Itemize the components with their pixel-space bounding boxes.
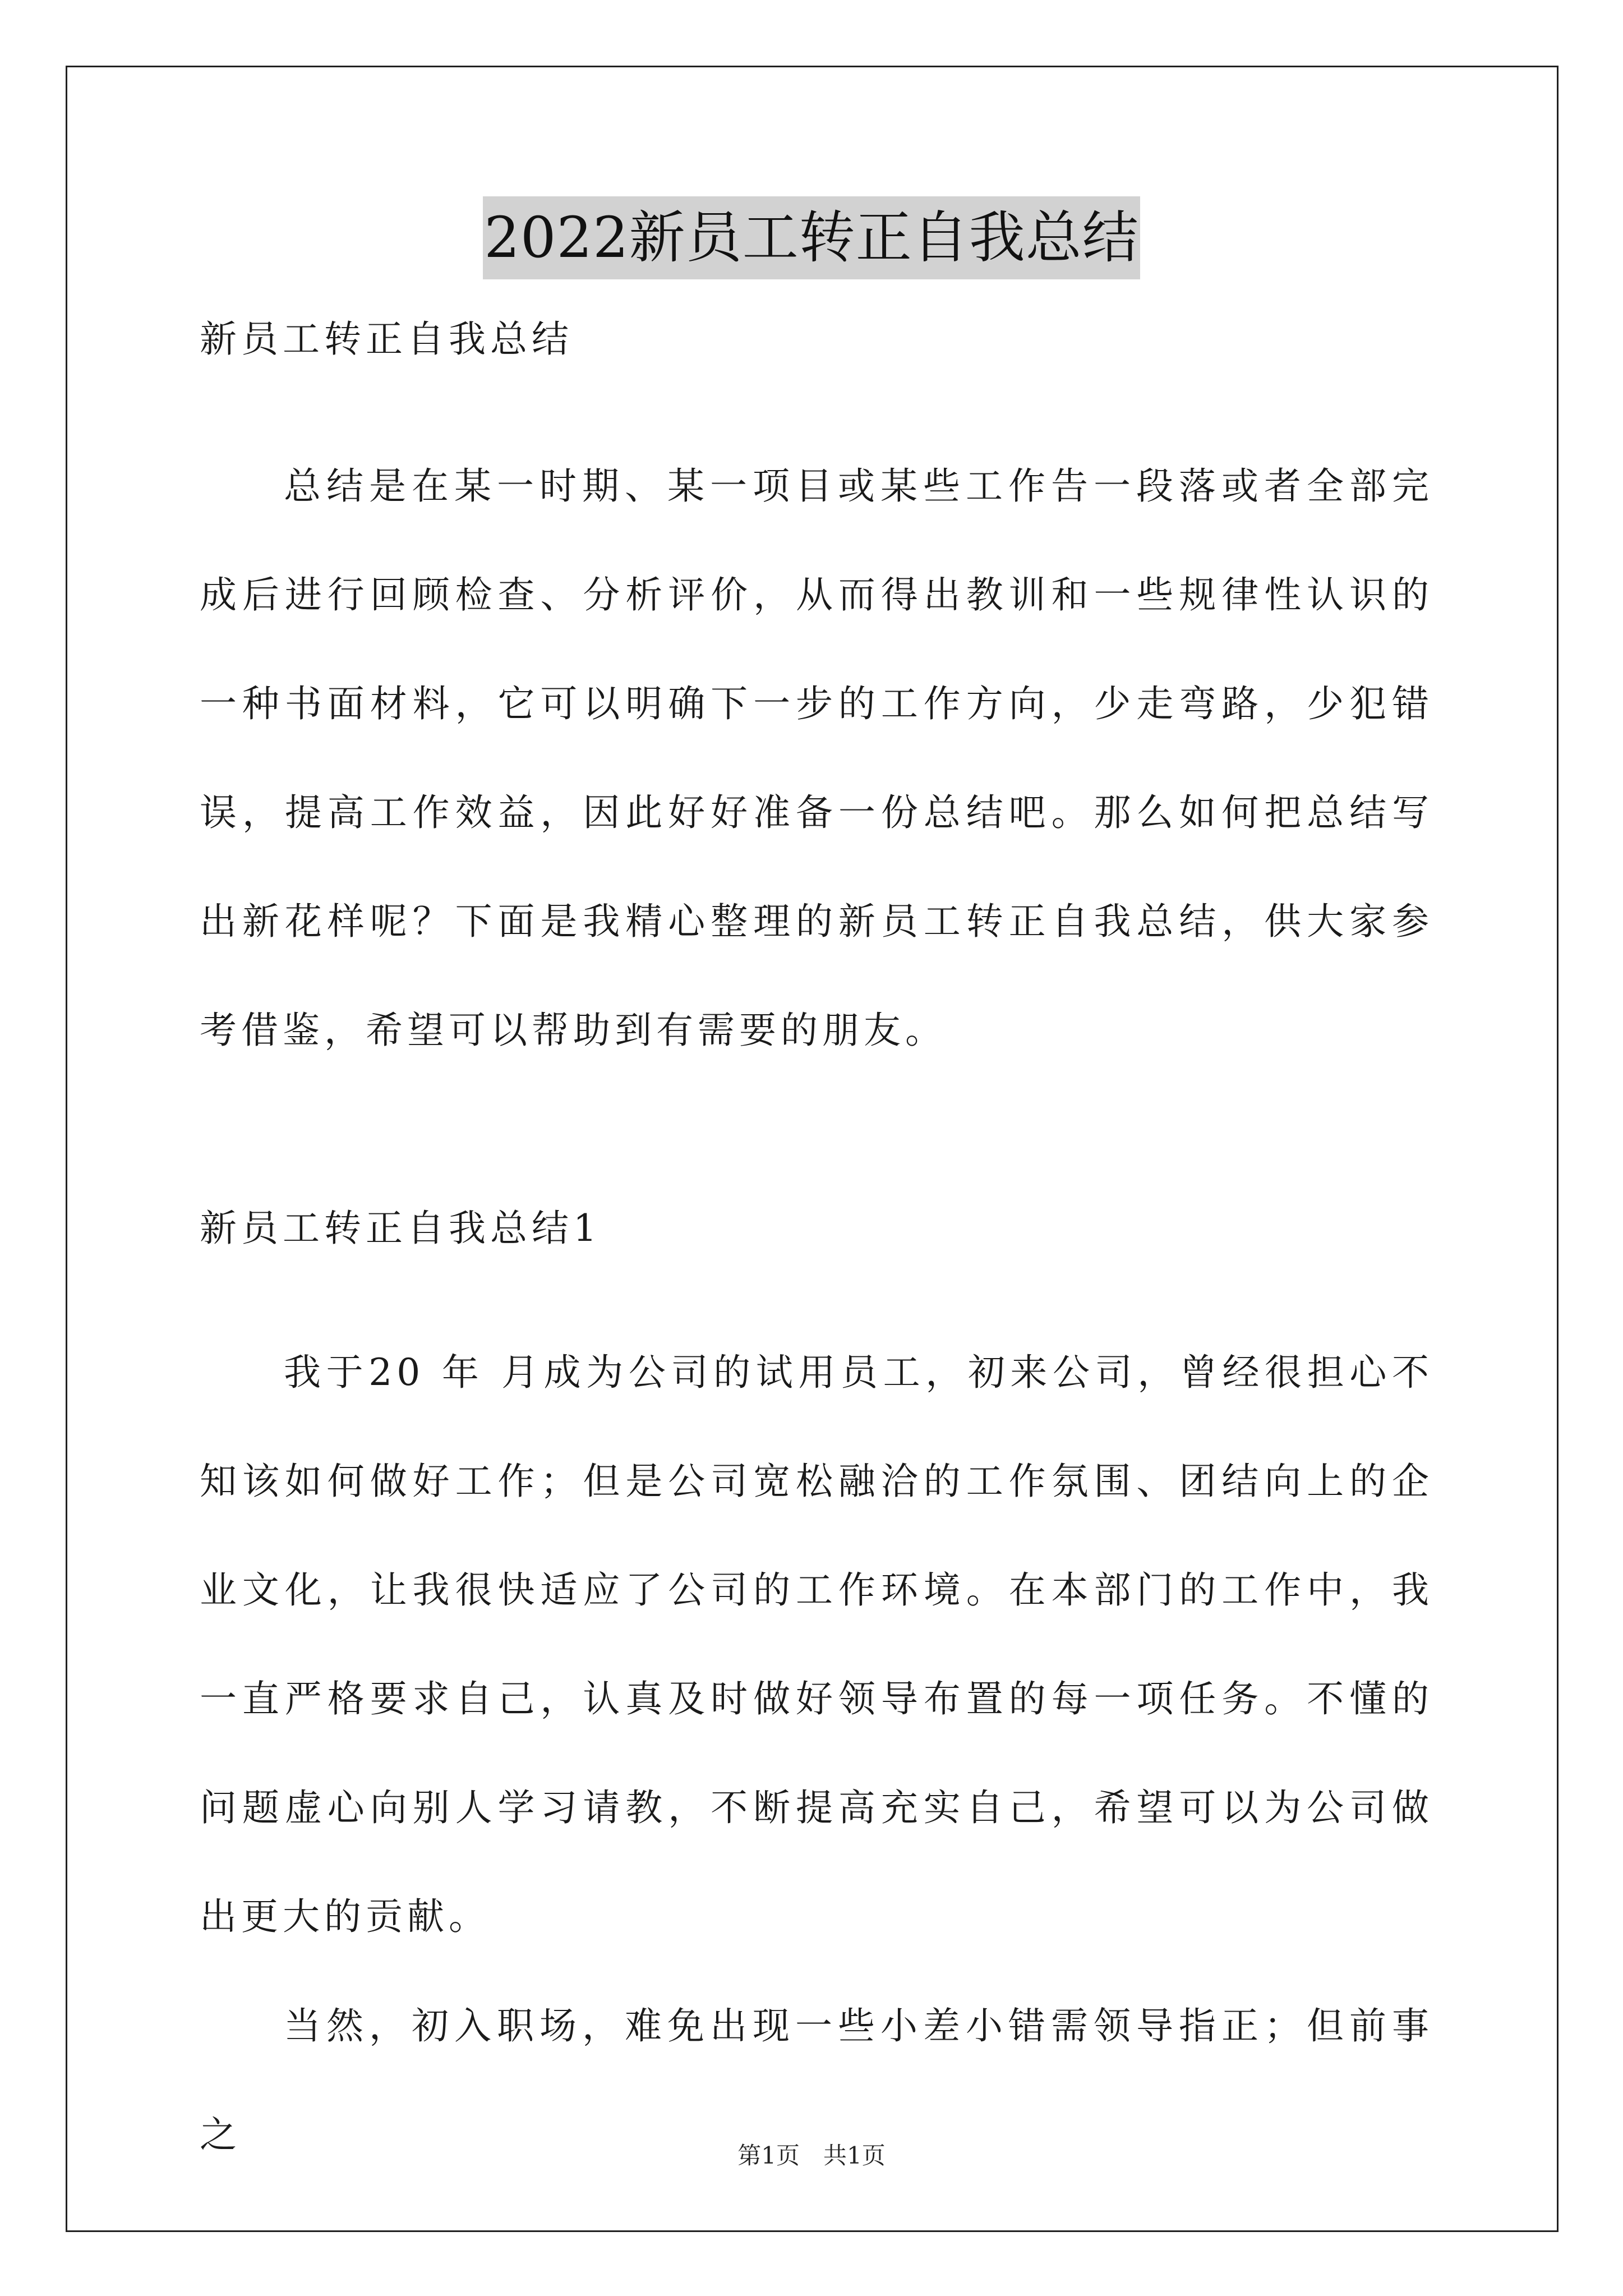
document-title: 2022新员工转正自我总结 — [483, 196, 1140, 279]
intro-paragraph: 总结是在某一时期、某一项目或某些工作告一段落或者全部完成后进行回顾检查、分析评价，从而得出教训和一些规律性认识的一种书面材料，它可以明确下一步的工作方向，少走弯路，少犯错误，提高工作效益，因此好好准备一份总结吧。那么如何把总结写出新花样呢？下面是我精心整理的新员工转正自我总结，供大家参考借鉴，希望可以帮助到有需要的朋友。 — [200, 464, 1433, 1052]
document-subtitle: 新员工转正自我总结 — [200, 318, 573, 361]
page-footer: 第1页 共1页 — [737, 2142, 886, 2169]
body-paragraph-2: 当然，初入职场，难免出现一些小差小错需领导指正；但前事之 — [200, 2004, 1433, 2156]
title-container — [0, 196, 1623, 279]
section-heading: 新员工转正自我总结1 — [200, 1207, 601, 1250]
body-paragraph-1: 我于20 年 月成为公司的试用员工，初来公司，曾经很担心不知该如何做好工作；但是公司宽松融洽的工作氛围、团结向上的企业文化，让我很快适应了公司的工作环境。在本部门的工作中，我一直严格要求自己，认真及时做好领导布置的每一项任务。不懂的问题虚心向别人学习请教，不断提高充实自己，希望可以为公司做出更大的贡献。 — [200, 1351, 1433, 1938]
